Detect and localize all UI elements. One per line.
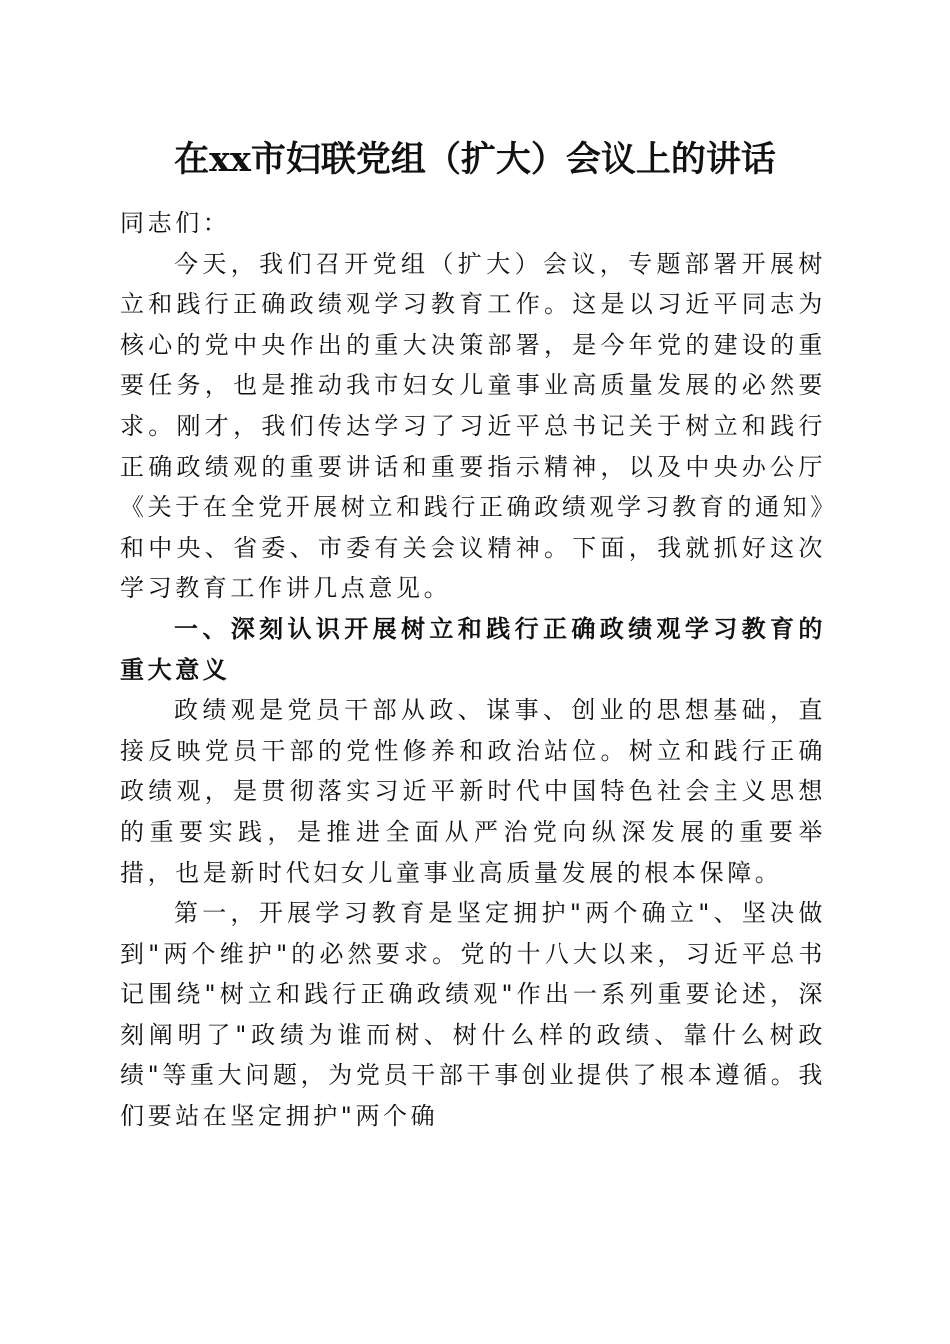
section-heading-1: 一、深刻认识开展树立和践行正确政绩观学习教育的重大意义 <box>120 614 826 684</box>
paragraph-significance: 政绩观是党员干部从政、谋事、创业的思想基础，直接反映党员干部的党性修养和政治站位。树立和践行正确政绩观，是贯彻落实习近平新时代中国特色社会主义思想的重要实践，是推进全面从严治党向纵深发展的重要举措，也是新时代妇女儿童事业高质量发展的根本保障。 <box>120 696 826 887</box>
document-body <box>120 203 826 1137</box>
salutation: 同志们： <box>120 209 231 237</box>
document-title: 在xx市妇联党组（扩大）会议上的讲话 <box>174 139 776 180</box>
paragraph-opening: 今天，我们召开党组（扩大）会议，专题部署开展树立和践行正确政绩观学习教育工作。这是以习近平同志为核心的党中央作出的重大决策部署，是今年党的建设的重要任务，也是推动我市妇女儿童事业高质量发展的必然要求。刚才，我们传达学习了习近平总书记关于树立和践行正确政绩观的重要讲话和重要指示精神，以及中央办公厅《关于在全党开展树立和践行正确政绩观学习教育的通知》和中央、省委、市委有关会议精神。下面，我就抓好这次学习教育工作讲几点意见。 <box>120 249 826 603</box>
paragraph-first-point: 第一，开展学习教育是坚定拥护"两个确立"、坚决做到"两个维护"的必然要求。党的十八大以来，习近平总书记围绕"树立和践行正确政绩观"作出一系列重要论述，深刻阐明了"政绩为谁而树、树什么样的政绩、靠什么树政绩"等重大问题，为党员干部干事创业提供了根本遵循。我们要站在坚定拥护"两个确 <box>120 899 826 1131</box>
